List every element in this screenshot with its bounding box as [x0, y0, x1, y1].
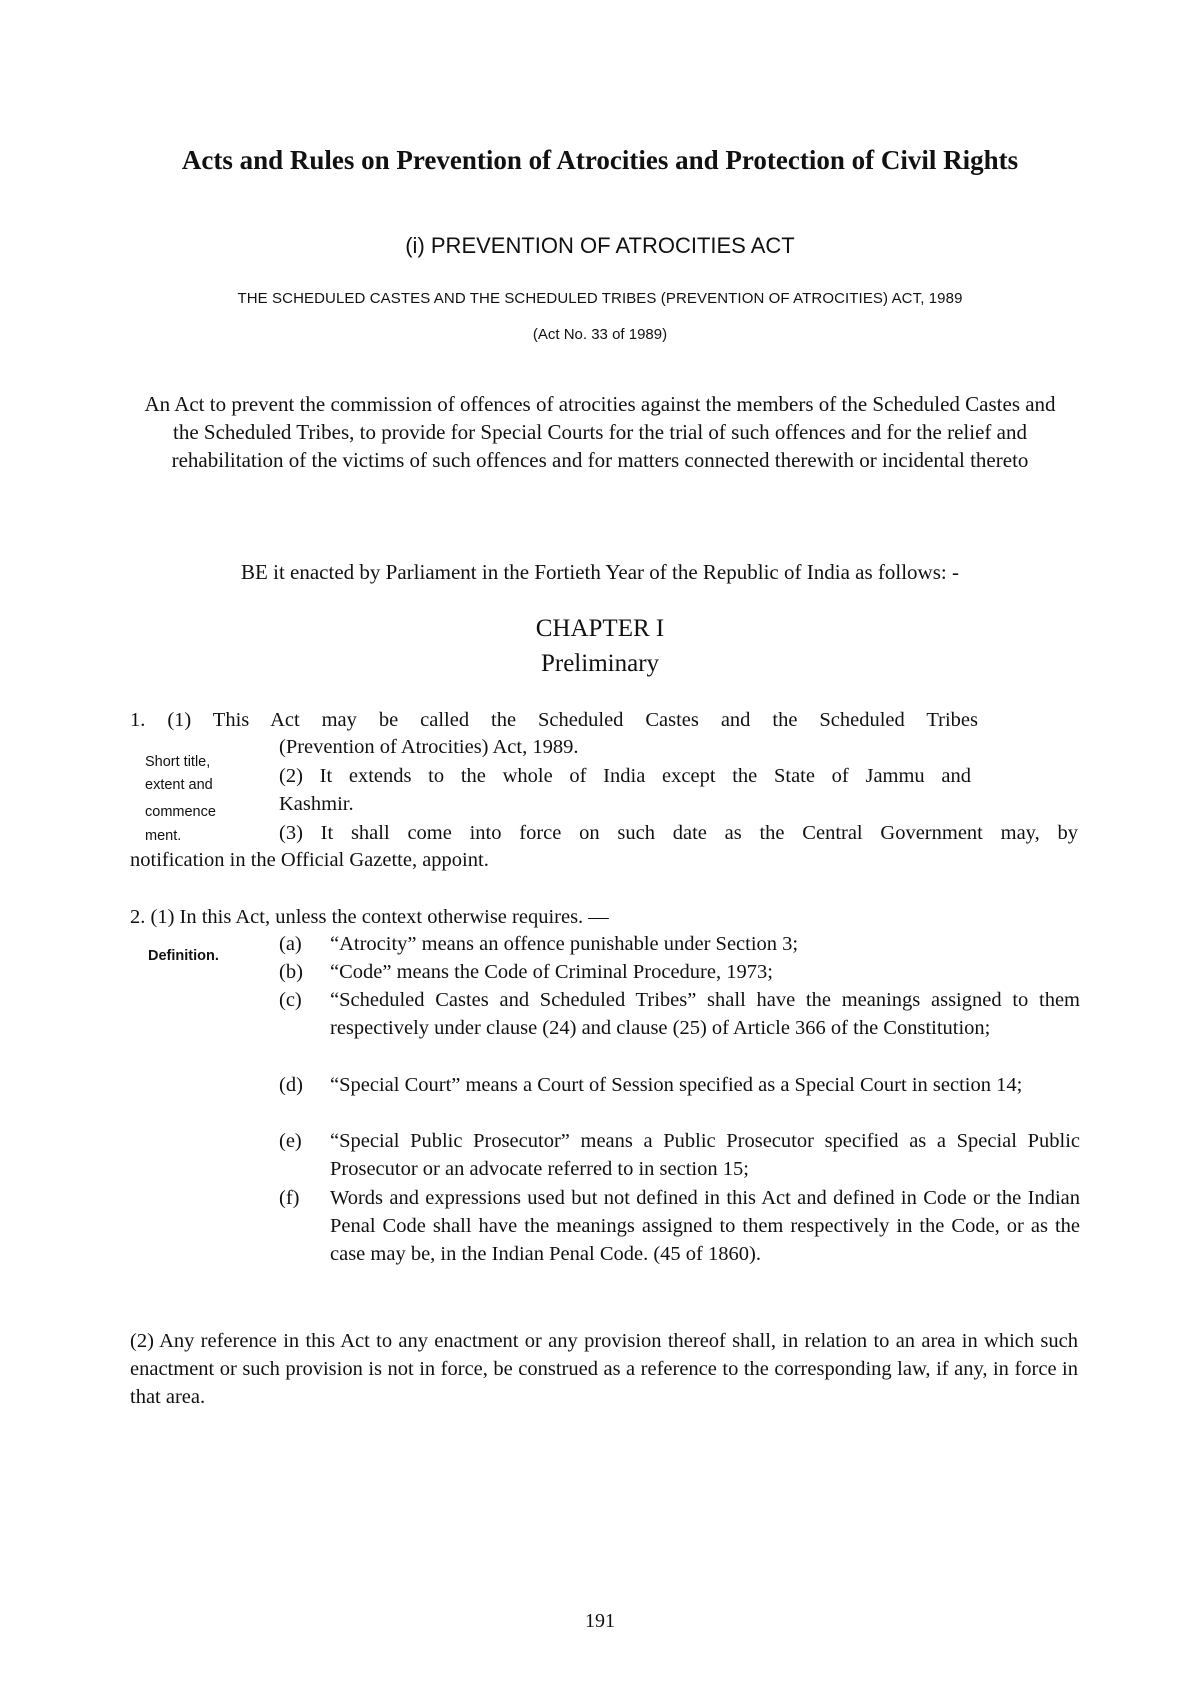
- chapter-heading: CHAPTER I: [535, 615, 665, 642]
- section1-margin-note-2: extent and: [145, 777, 213, 793]
- section1-line6: notification in the Official Gazette, appoint.: [130, 849, 489, 871]
- clause-b-letter: (b): [279, 961, 303, 983]
- section1-line5: (3) It shall come into force on such date as the Central Government may, by: [279, 822, 1078, 844]
- page-number: 191: [585, 1610, 615, 1632]
- clause-e-letter: (e): [279, 1130, 302, 1152]
- section1-margin-note-3: commence: [145, 804, 216, 820]
- section1-line3: (2) It extends to the whole of India except the State of Jammu and: [279, 765, 971, 787]
- section2-margin-note: Definition.: [148, 948, 219, 964]
- sub-title: (i) PREVENTION OF ATROCITIES ACT: [405, 233, 795, 258]
- clause-b-text: “Code” means the Code of Criminal Procedure, 1973;: [330, 961, 773, 983]
- act-title: THE SCHEDULED CASTES AND THE SCHEDULED TRIBES (PREVENTION OF ATROCITIES) ACT, 1989: [237, 290, 963, 307]
- section1-line1: 1. (1) This Act may be called the Scheduled Castes and the Scheduled Tribes: [130, 709, 978, 731]
- preamble: An Act to prevent the commission of offences of atrocities against the members of the Scheduled Castes and the Scheduled Tribes, to provide for Special Courts for the trial of such offences and for the relief and rehabilitation of the victims of such offences and for matters connected therewith or incidental thereto: [144, 392, 1056, 472]
- clause-c-text: “Scheduled Castes and Scheduled Tribes” shall have the meanings assigned to them respectively under clause (24) and clause (25) of Article 366 of the Constitution;: [330, 989, 1080, 1039]
- section1-line4: Kashmir.: [279, 793, 354, 815]
- clause-e-text: “Special Public Prosecutor” means a Public Prosecutor specified as a Special Public Prosecutor or an advocate referred to in section 15;: [330, 1130, 1080, 1180]
- section2-intro: 2. (1) In this Act, unless the context otherwise requires. —: [130, 906, 609, 928]
- clause-f-text: Words and expressions used but not defined in this Act and defined in Code or the Indian Penal Code shall have the meanings assigned to them respectively in the Code, or as the case may be, in the Indian Penal Code. (45 of 1860).: [330, 1187, 1080, 1265]
- clause-d-text: “Special Court” means a Court of Session specified as a Special Court in section 14;: [330, 1074, 1023, 1096]
- act-number: (Act No. 33 of 1989): [532, 326, 668, 343]
- clause-d-letter: (d): [279, 1074, 303, 1096]
- section1-line2: (Prevention of Atrocities) Act, 1989.: [279, 736, 579, 758]
- clause-f-letter: (f): [279, 1187, 300, 1209]
- chapter-subheading: Preliminary: [540, 650, 660, 677]
- enacting-clause: BE it enacted by Parliament in the Fortieth Year of the Republic of India as follows: -: [241, 560, 959, 584]
- clause-c-letter: (c): [279, 989, 302, 1011]
- section2-paragraph-2: (2) Any reference in this Act to any enactment or any provision thereof shall, in relation to an area in which such enactment or such provision is not in force, be construed as a reference to the corresponding law, if any, in force in that area.: [130, 1330, 1078, 1408]
- section1-margin-note-1: Short title,: [145, 754, 211, 770]
- main-title: Acts and Rules on Prevention of Atrocities and Protection of Civil Rights: [181, 145, 1019, 175]
- clause-a-text: “Atrocity” means an offence punishable under Section 3;: [330, 933, 799, 955]
- section1-margin-note-4: ment.: [145, 828, 182, 844]
- clause-a-letter: (a): [279, 933, 302, 955]
